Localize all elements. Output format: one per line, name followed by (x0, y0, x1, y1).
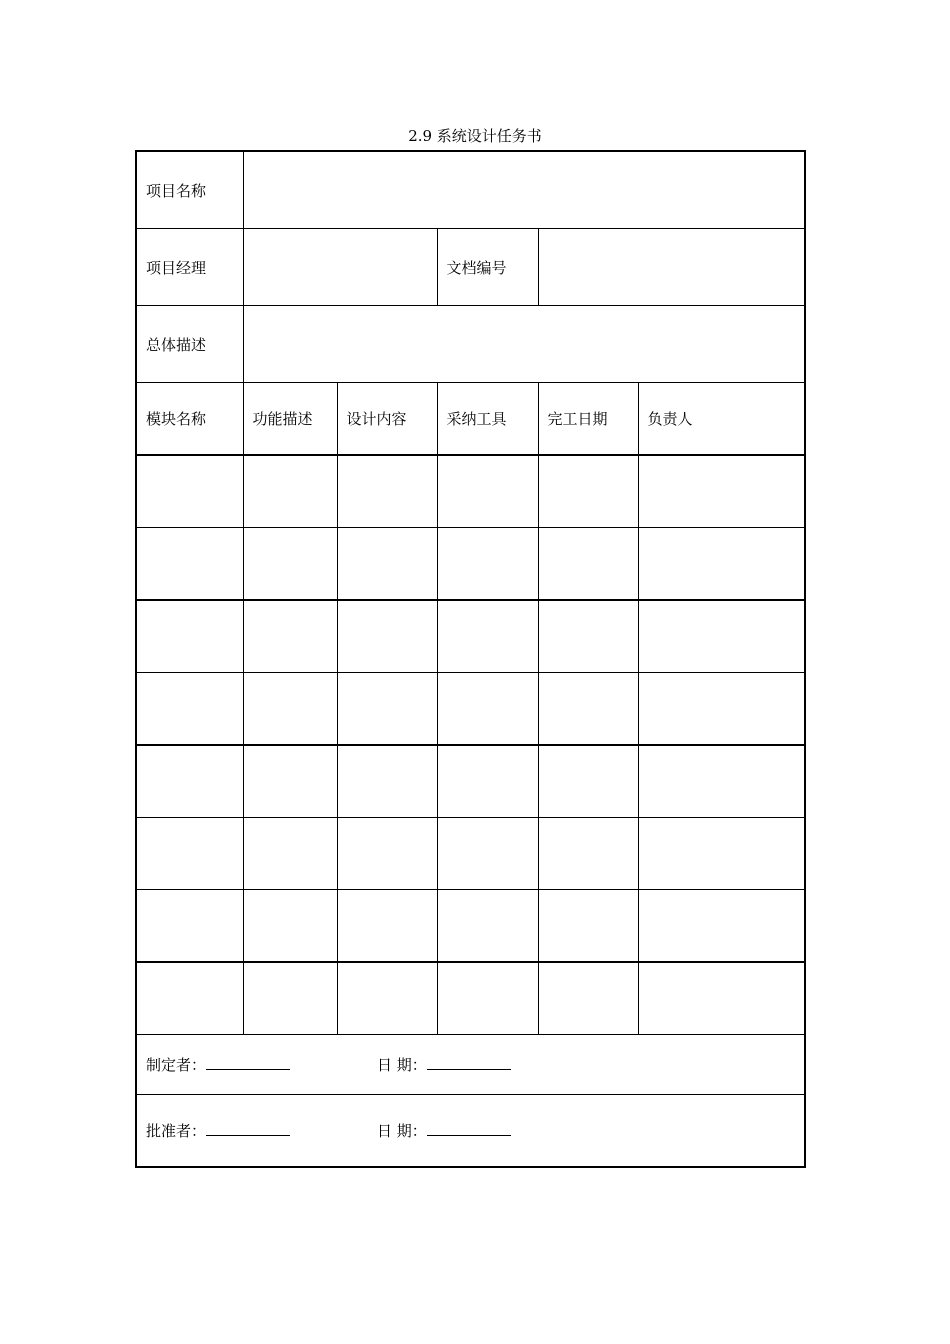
col-header-owner: 负责人 (638, 383, 805, 456)
cell-completion-date[interactable] (538, 745, 638, 818)
cell-module-name[interactable] (136, 962, 243, 1035)
cell-function-desc[interactable] (243, 745, 337, 818)
cell-module-name[interactable] (136, 455, 243, 528)
table-row (136, 890, 805, 963)
cell-owner[interactable] (638, 600, 805, 673)
cell-function-desc[interactable] (243, 455, 337, 528)
maker-date-label: 日 期： (377, 1056, 427, 1074)
overview-label: 总体描述 (136, 306, 243, 383)
approver-date-blank[interactable] (427, 1121, 511, 1136)
cell-design-content[interactable] (337, 745, 437, 818)
maker-blank[interactable] (206, 1055, 290, 1070)
cell-module-name[interactable] (136, 673, 243, 746)
table-row (136, 455, 805, 528)
overview-field[interactable] (243, 306, 805, 383)
cell-owner[interactable] (638, 528, 805, 601)
cell-tools[interactable] (437, 818, 538, 890)
approver-blank[interactable] (206, 1121, 290, 1136)
cell-function-desc[interactable] (243, 962, 337, 1035)
cell-tools[interactable] (437, 600, 538, 673)
project-manager-field[interactable] (243, 229, 437, 306)
cell-function-desc[interactable] (243, 818, 337, 890)
cell-design-content[interactable] (337, 818, 437, 890)
cell-module-name[interactable] (136, 600, 243, 673)
form-title: 2.9 系统设计任务书 (408, 127, 542, 145)
cell-owner[interactable] (638, 673, 805, 746)
maker-label: 制定者： (146, 1056, 207, 1074)
cell-completion-date[interactable] (538, 818, 638, 890)
cell-owner[interactable] (638, 818, 805, 890)
table-row (136, 962, 805, 1035)
cell-module-name[interactable] (136, 818, 243, 890)
cell-module-name[interactable] (136, 745, 243, 818)
column-header-row (136, 383, 805, 456)
doc-number-label: 文档编号 (437, 229, 538, 306)
cell-design-content[interactable] (337, 962, 437, 1035)
approver-signature-row (136, 1095, 805, 1168)
cell-tools[interactable] (437, 673, 538, 746)
cell-owner[interactable] (638, 890, 805, 963)
cell-design-content[interactable] (337, 455, 437, 528)
project-manager-label: 项目经理 (136, 229, 243, 306)
cell-owner[interactable] (638, 745, 805, 818)
doc-number-field[interactable] (538, 229, 805, 306)
cell-design-content[interactable] (337, 890, 437, 963)
col-header-module-name: 模块名称 (136, 383, 243, 456)
cell-tools[interactable] (437, 528, 538, 601)
approver-label: 批准者： (146, 1122, 207, 1140)
cell-module-name[interactable] (136, 528, 243, 601)
cell-completion-date[interactable] (538, 455, 638, 528)
cell-design-content[interactable] (337, 673, 437, 746)
cell-design-content[interactable] (337, 600, 437, 673)
cell-completion-date[interactable] (538, 890, 638, 963)
cell-function-desc[interactable] (243, 528, 337, 601)
task-form-table (135, 150, 806, 1168)
cell-completion-date[interactable] (538, 962, 638, 1035)
table-row (136, 673, 805, 746)
table-row (136, 745, 805, 818)
cell-completion-date[interactable] (538, 600, 638, 673)
cell-owner[interactable] (638, 455, 805, 528)
cell-completion-date[interactable] (538, 528, 638, 601)
cell-owner[interactable] (638, 962, 805, 1035)
cell-tools[interactable] (437, 962, 538, 1035)
project-name-field[interactable] (243, 151, 805, 229)
col-header-design-content: 设计内容 (337, 383, 437, 456)
col-header-completion-date: 完工日期 (538, 383, 638, 456)
col-header-function-desc: 功能描述 (243, 383, 337, 456)
maker-signature-row (136, 1035, 805, 1095)
col-header-tools: 采纳工具 (437, 383, 538, 456)
cell-tools[interactable] (437, 890, 538, 963)
cell-function-desc[interactable] (243, 673, 337, 746)
cell-tools[interactable] (437, 745, 538, 818)
table-row (136, 528, 805, 601)
cell-tools[interactable] (437, 455, 538, 528)
table-row (136, 600, 805, 673)
cell-completion-date[interactable] (538, 673, 638, 746)
table-row (136, 818, 805, 890)
cell-function-desc[interactable] (243, 890, 337, 963)
approver-date-label: 日 期： (377, 1122, 427, 1140)
cell-module-name[interactable] (136, 890, 243, 963)
maker-date-blank[interactable] (427, 1055, 511, 1070)
cell-design-content[interactable] (337, 528, 437, 601)
project-name-label: 项目名称 (136, 151, 243, 229)
cell-function-desc[interactable] (243, 600, 337, 673)
